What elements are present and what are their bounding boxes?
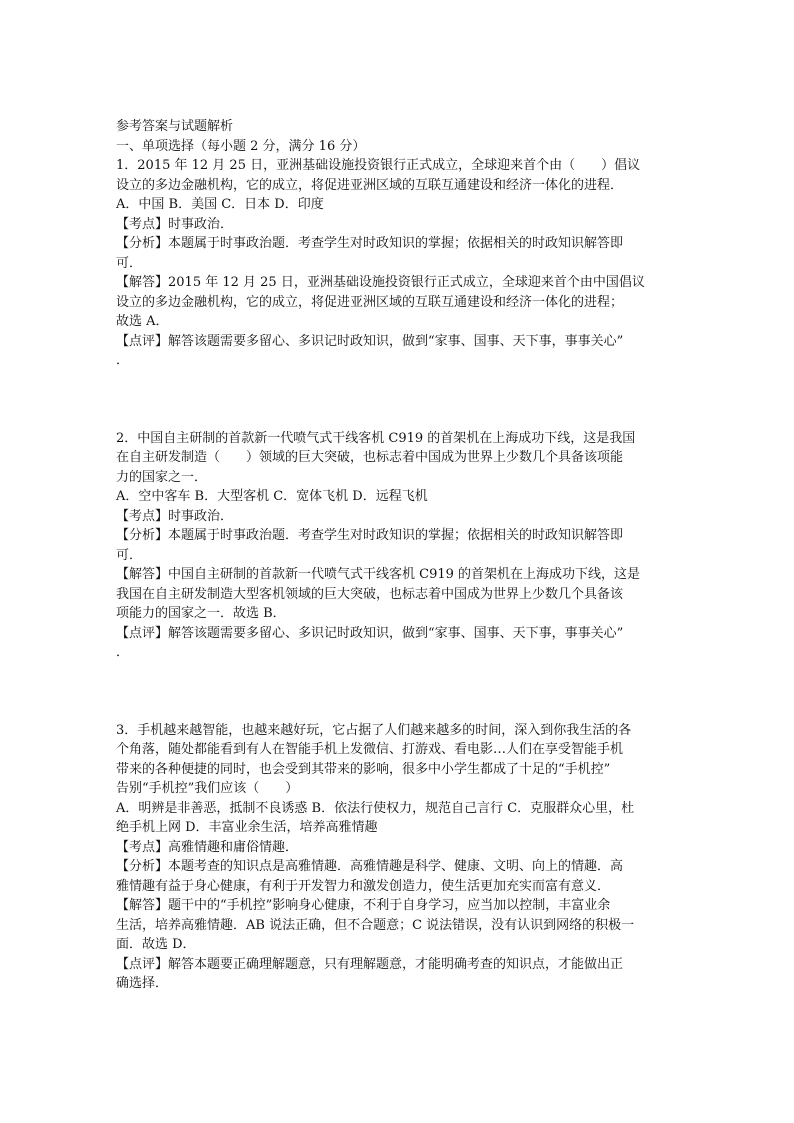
kaodian-line: 【考点】高雅情趣和庸俗情趣． <box>116 839 299 855</box>
jieda-line: 【解答】2015 年 12 月 25 日，亚洲基础设施投资银行正式成立，全球迎来首个由中国倡议 <box>116 275 645 290</box>
question-3 <box>116 721 676 994</box>
dianping-line: ． <box>116 353 130 368</box>
question-line: 告别“手机控”我们应该（ ） <box>116 781 299 796</box>
options-line: A．空中客车 B．大型客机 C．宽体飞机 D．远程飞机 <box>116 489 428 504</box>
dianping-line: 【点评】解答该题需要多留心、多识记时政知识，做到“家事、国事、天下事，事事关心” <box>116 333 624 349</box>
question-line: 个角落，随处都能看到有人在智能手机上发微信、打游戏、看电影…人们在享受智能手机 <box>116 742 624 757</box>
question-line: 3．手机越来越智能，也越来越好玩，它占据了人们越来越多的时间，深入到你我生活的各 <box>116 722 632 738</box>
fenxi-line: 【分析】本题属于时事政治题．考查学生对时政知识的掌握；依据相关的时政知识解答即 <box>116 236 624 251</box>
kaodian-line: 【考点】时事政治． <box>116 216 234 232</box>
answer-title: 参考答案与试题解析 <box>116 119 234 134</box>
jieda-line: 设立的多边金融机构，它的成立，将促进亚洲区域的互联互通建设和经济一体化的进程； <box>116 294 624 310</box>
jieda-line: 【解答】题干中的“手机控”影响身心健康，不利于自身学习，应当加以控制，丰富业余 <box>116 898 611 913</box>
dianping-line: 【点评】解答本题要正确理解题意，只有理解题意，才能明确考查的知识点，才能做出正 <box>116 956 624 972</box>
options-line: 绝手机上网 D．丰富业余生活，培养高雅情趣 <box>116 820 378 835</box>
jieda-line: 项能力的国家之一．故选 B． <box>116 606 286 621</box>
question-1 <box>116 156 676 371</box>
jieda-line: 面．故选 D． <box>116 937 196 952</box>
question-line: 2．中国自主研制的首款新一代喷气式干线客机 C919 的首架机在上海成功下线，这是我国 <box>116 430 636 446</box>
dianping-line: 【点评】解答该题需要多留心、多识记时政知识，做到“家事、国事、天下事，事事关心” <box>116 625 624 641</box>
fenxi-line: 可． <box>116 255 143 271</box>
fenxi-line: 可． <box>116 547 143 563</box>
question-line: 力的国家之一． <box>116 469 208 485</box>
question-line: 1．2015 年 12 月 25 日，亚洲基础设施投资银行正式成立，全球迎来首个由（ ）倡议 <box>116 158 641 173</box>
spacer <box>116 663 676 721</box>
jieda-line: 故选 A． <box>116 314 169 329</box>
fenxi-line: 雅情趣有益于身心健康，有利于开发智力和激发创造力，使生活更加充实而富有意义． <box>116 878 611 894</box>
fenxi-line: 【分析】本题考查的知识点是高雅情趣．高雅情趣是科学、健康、文明、向上的情趣．高 <box>116 859 624 874</box>
question-line: 带来的各种便捷的同时，也会受到其带来的影响，很多中小学生都成了十足的“手机控” <box>116 761 611 777</box>
dianping-line: 确选择． <box>116 976 169 991</box>
question-2 <box>116 429 676 663</box>
document-page <box>116 117 676 994</box>
section-heading: 一、单项选择（每小题 2 分，满分 16 分） <box>116 138 366 154</box>
jieda-line: 我国在自主研发制造大型客机领域的巨大突破，也标志着中国成为世界上少数几个具备该 <box>116 586 624 602</box>
jieda-line: 生活，培养高雅情趣．AB 说法正确，但不合题意；C 说法错误，没有认识到网络的积极一 <box>116 917 635 933</box>
fenxi-line: 【分析】本题属于时事政治题．考查学生对时政知识的掌握；依据相关的时政知识解答即 <box>116 528 624 543</box>
dianping-line: ． <box>116 645 130 660</box>
jieda-line: 【解答】中国自主研制的首款新一代喷气式干线客机 C919 的首架机在上海成功下线，这是 <box>116 567 641 582</box>
question-line: 设立的多边金融机构，它的成立，将促进亚洲区域的互联互通建设和经济一体化的进程． <box>116 177 624 193</box>
options-line: A．中国 B．美国 C．日本 D．印度 <box>116 197 324 212</box>
question-line: 在自主研发制造（ ）领域的巨大突破，也标志着中国成为世界上少数几个具备该项能 <box>116 450 624 465</box>
spacer <box>116 371 676 429</box>
kaodian-line: 【考点】时事政治． <box>116 508 234 524</box>
options-line: A．明辨是非善恶，抵制不良诱惑 B．依法行使权力，规范自己言行 C．克服群众心里，杜 <box>116 800 635 816</box>
